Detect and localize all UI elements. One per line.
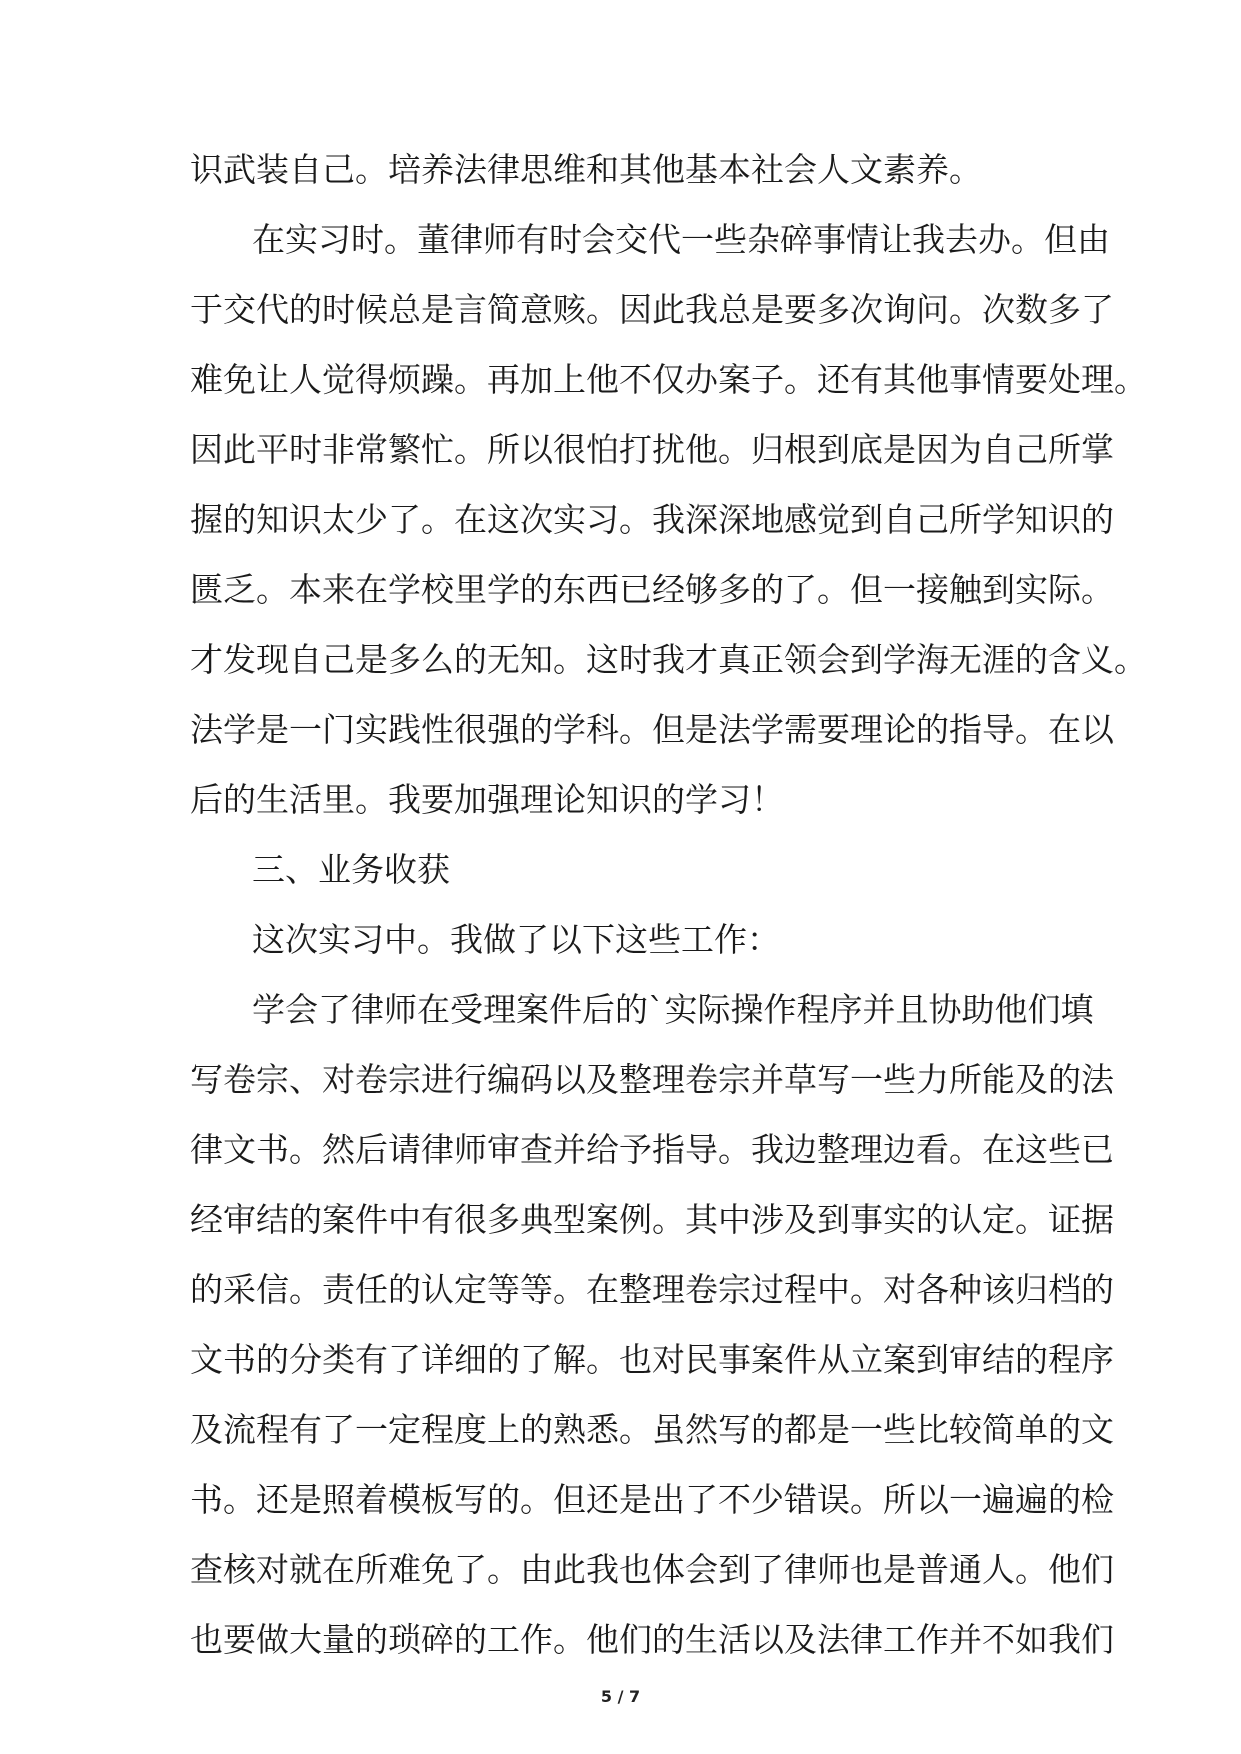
- text-line-6: 握的知识太少了。在这次实习。我深深地感觉到自己所学知识的: [190, 500, 1114, 539]
- text-line-17: 的采信。责任的认定等等。在整理卷宗过程中。对各种该归档的: [190, 1270, 1114, 1309]
- text-line-12: 这次实习中。我做了以下这些工作：: [252, 920, 780, 959]
- text-line-19: 及流程有了一定程度上的熟悉。虽然写的都是一些比较简单的文: [190, 1410, 1114, 1449]
- text-line-8: 才发现自己是多么的无知。这时我才真正领会到学海无涯的含义。: [190, 640, 1147, 679]
- text-line-16: 经审结的案件中有很多典型案例。其中涉及到事实的认定。证据: [190, 1200, 1114, 1239]
- text-line-15: 律文书。然后请律师审查并给予指导。我边整理边看。在这些已: [190, 1130, 1114, 1169]
- text-line-14: 写卷宗、对卷宗进行编码以及整理卷宗并草写一些力所能及的法: [190, 1060, 1114, 1099]
- text-line-4: 难免让人觉得烦躁。再加上他不仅办案子。还有其他事情要处理。: [190, 360, 1147, 399]
- text-line-18: 文书的分类有了详细的了解。也对民事案件从立案到审结的程序: [190, 1340, 1114, 1379]
- text-line-20: 书。还是照着模板写的。但还是出了不少错误。所以一遍遍的检: [190, 1480, 1114, 1519]
- text-line-5: 因此平时非常繁忙。所以很怕打扰他。归根到底是因为自己所掌: [190, 430, 1114, 469]
- section-heading: 三、业务收获: [252, 850, 450, 889]
- text-line-2: 在实习时。董律师有时会交代一些杂碎事情让我去办。但由: [252, 220, 1110, 259]
- text-line-9: 法学是一门实践性很强的学科。但是法学需要理论的指导。在以: [190, 710, 1114, 749]
- text-line-10: 后的生活里。我要加强理论知识的学习！: [190, 780, 784, 819]
- text-line-21: 查核对就在所难免了。由此我也体会到了律师也是普通人。他们: [190, 1550, 1114, 1589]
- text-line-3: 于交代的时候总是言简意赅。因此我总是要多次询问。次数多了: [190, 290, 1114, 329]
- page-number: 5 / 7: [600, 1687, 641, 1706]
- text-line-22: 也要做大量的琐碎的工作。他们的生活以及法律工作并不如我们: [190, 1620, 1114, 1659]
- text-line-13: 学会了律师在受理案件后的`实际操作程序并且协助他们填: [252, 990, 1094, 1029]
- text-line-1: 识武装自己。培养法律思维和其他基本社会人文素养。: [190, 150, 982, 189]
- text-line-7: 匮乏。本来在学校里学的东西已经够多的了。但一接触到实际。: [190, 570, 1114, 609]
